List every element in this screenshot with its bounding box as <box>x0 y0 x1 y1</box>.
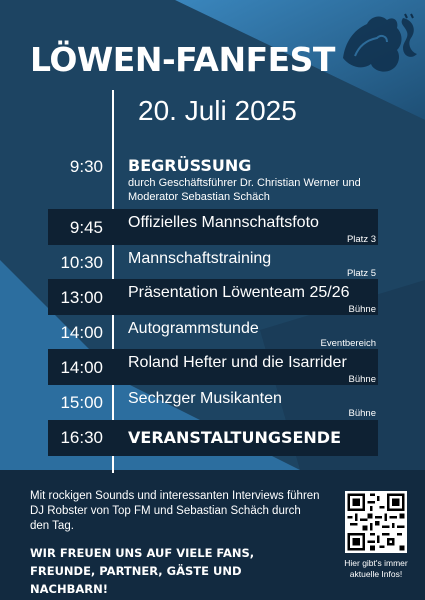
schedule-time: 14:00 <box>60 323 103 342</box>
schedule-row <box>0 245 425 279</box>
schedule-location: Bühne <box>348 304 376 315</box>
schedule-title: Roland Hefter und die Isarrider <box>128 354 347 371</box>
schedule-time: 9:30 <box>69 157 103 176</box>
schedule-row <box>0 315 425 349</box>
lion-logo-icon <box>333 8 421 76</box>
schedule-time: 16:30 <box>60 428 103 447</box>
schedule-row <box>0 349 425 385</box>
schedule-time: 9:45 <box>69 218 103 237</box>
schedule-location: Platz 3 <box>346 234 376 245</box>
schedule-row <box>0 152 425 208</box>
schedule-row <box>0 420 425 456</box>
call-to-action: WIR FREUEN UNS AUF VIELE FANS, FREUNDE, PARTNER, GÄSTE UND NACHBARN! <box>30 546 255 596</box>
schedule-location: Bühne <box>348 374 376 385</box>
qr-code-icon <box>345 491 407 553</box>
schedule-location: Platz 5 <box>346 268 376 279</box>
schedule-time: 14:00 <box>60 358 103 377</box>
schedule-time: 10:30 <box>60 253 103 272</box>
schedule-title: Mannschaftstraining <box>128 250 272 267</box>
schedule-row <box>0 385 425 419</box>
poster-title: LÖWEN-FANFEST <box>30 40 335 79</box>
schedule-location: Bühne <box>348 408 376 419</box>
schedule-row <box>0 209 425 245</box>
schedule-time: 15:00 <box>60 393 103 412</box>
schedule-title: Präsentation Löwenteam 25/26 <box>128 284 350 301</box>
schedule-row <box>0 279 425 315</box>
schedule-location: Eventbereich <box>320 338 376 349</box>
schedule-time: 13:00 <box>60 288 103 307</box>
schedule-title: Sechzger Musikanten <box>128 390 282 407</box>
schedule-title: BEGRÜSSUNG <box>128 156 252 175</box>
intro-text: Mit rockigen Sounds und interessanten Interviews führen DJ Robster von Top FM und Sebastian Schäch durch den Tag. <box>30 490 320 532</box>
event-date: 20. Juli 2025 <box>138 95 297 126</box>
schedule-title: VERANSTALTUNGSENDE <box>128 428 342 447</box>
schedule-title: Autogrammstunde <box>128 320 259 337</box>
schedule-description: durch Geschäftsführer Dr. Christian Werner und Moderator Sebastian Schäch <box>128 177 361 203</box>
schedule-title: Offizielles Mannschaftsfoto <box>128 214 319 231</box>
qr-caption: Hier gibt's immer aktuelle Infos! <box>344 558 408 579</box>
